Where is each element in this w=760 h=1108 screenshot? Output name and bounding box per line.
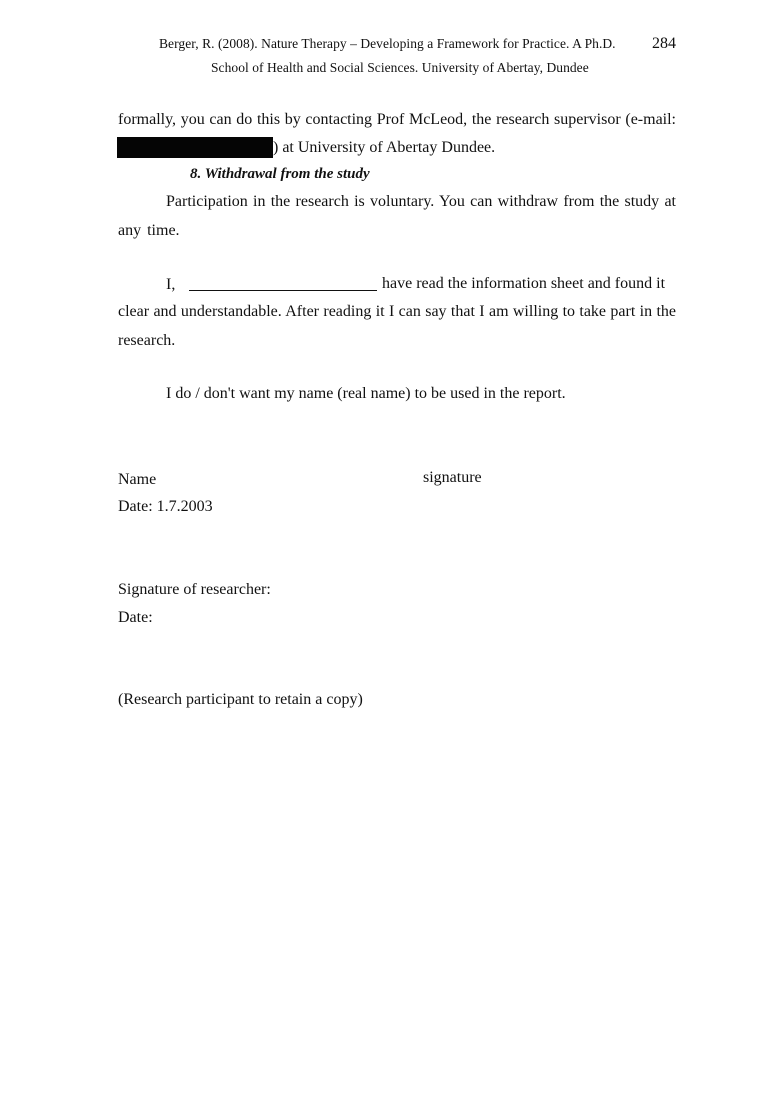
- name-label: Name: [118, 471, 157, 488]
- contact-line2-tail: ) at University of Abertay Dundee.: [273, 139, 496, 156]
- retain-copy-note: (Research participant to retain a copy): [118, 691, 363, 708]
- page-number: 284: [652, 35, 676, 52]
- consent-prefix: I,: [166, 276, 176, 293]
- header-citation-line2: School of Health and Social Sciences. University of Abertay, Dundee: [211, 60, 589, 75]
- consent-line1-tail: have read the information sheet and found it: [382, 275, 666, 292]
- researcher-signature-label: Signature of researcher:: [118, 581, 271, 598]
- consent-line2: clear and understandable. After reading it I can say that I am willing to take part in the: [118, 303, 676, 320]
- redacted-email: [117, 137, 273, 158]
- name-preference: I do / don't want my name (real name) to be used in the report.: [166, 385, 566, 402]
- contact-line1: formally, you can do this by contacting Prof McLeod, the research supervisor (e-mail:: [118, 111, 676, 128]
- header-citation-line1: Berger, R. (2008). Nature Therapy – Developing a Framework for Practice. A Ph.D.: [159, 36, 616, 51]
- signature-label: signature: [423, 469, 482, 486]
- consent-line3: research.: [118, 332, 176, 349]
- participant-date: Date: 1.7.2003: [118, 498, 213, 515]
- researcher-date-label: Date:: [118, 609, 153, 626]
- section-heading: 8. Withdrawal from the study: [190, 166, 370, 182]
- participant-name-blank: [189, 274, 377, 291]
- withdrawal-line1: Participation in the research is voluntary. You can withdraw from the study at: [166, 193, 676, 210]
- withdrawal-line2: any time.: [118, 222, 180, 239]
